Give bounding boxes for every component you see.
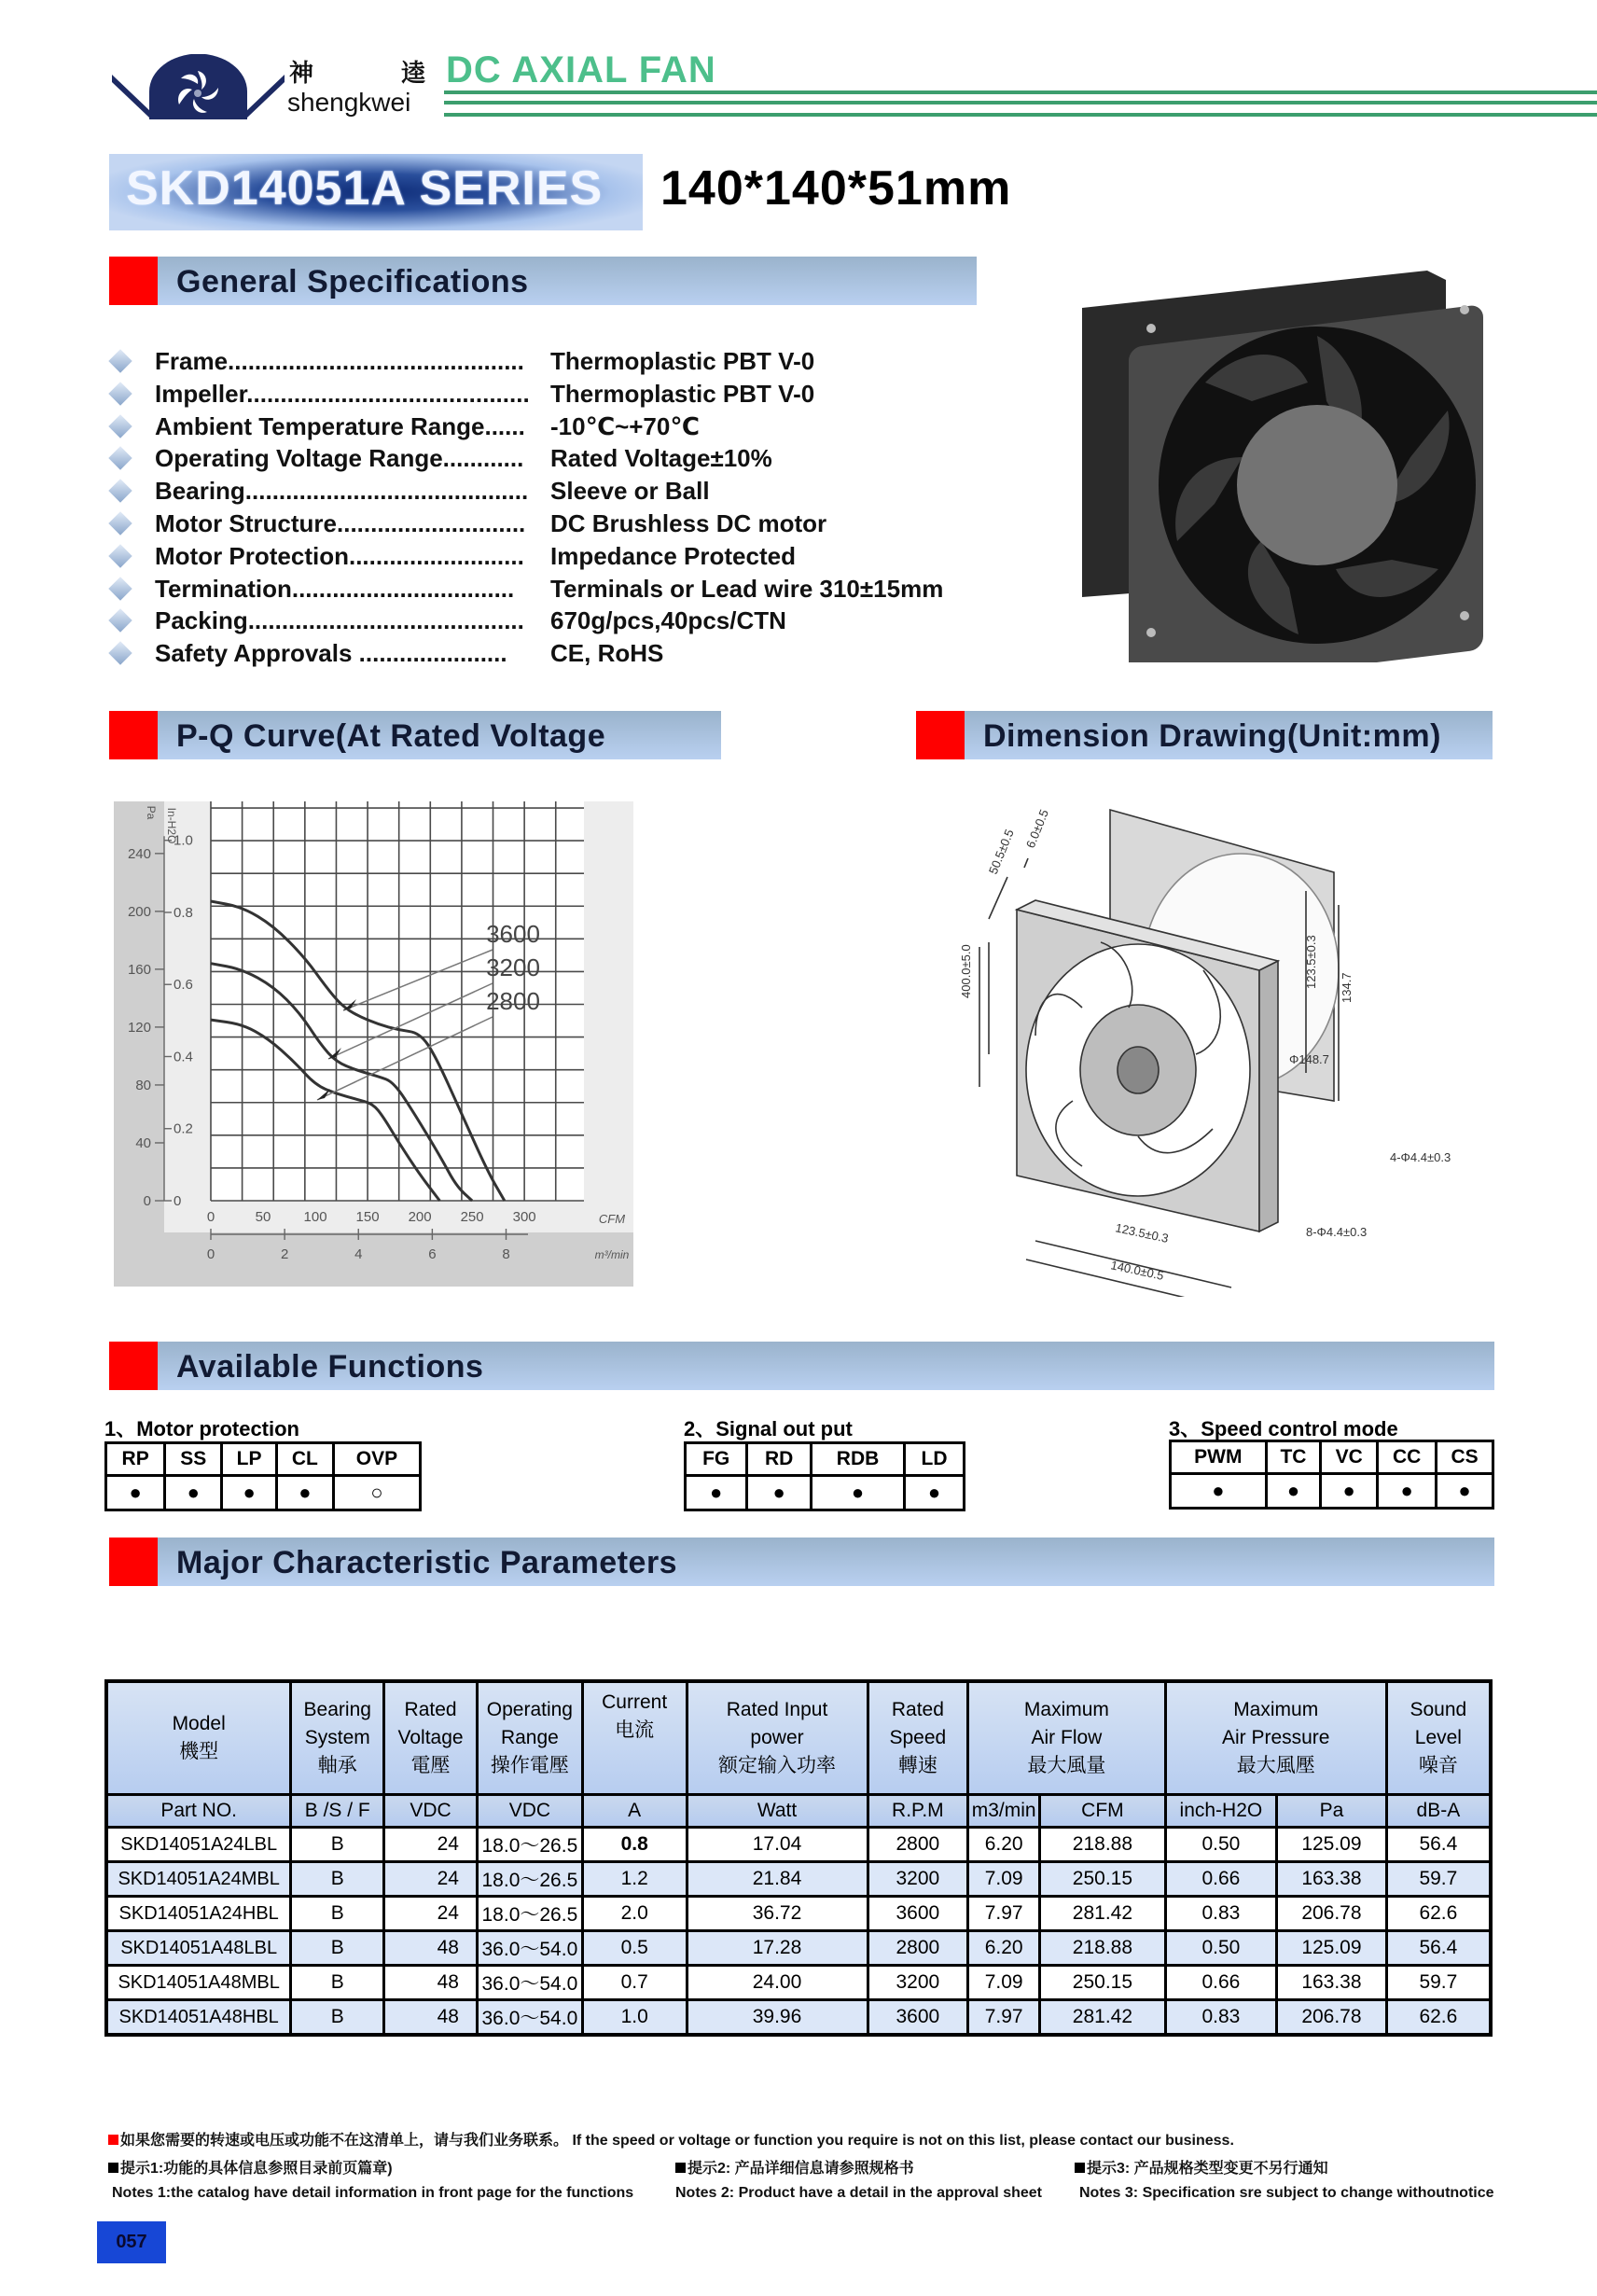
green-rule xyxy=(444,101,1597,104)
rated-speed-cell: 3200 xyxy=(868,1966,968,2000)
spec-value: -10℃~+70℃ xyxy=(550,411,700,440)
airflow-cfm-cell: 250.15 xyxy=(1040,1966,1166,2000)
operating-range-cell: 36.0～54.0 xyxy=(477,1966,582,2000)
bearing-cell: B xyxy=(291,1931,384,1966)
airflow-m3min-cell: 6.20 xyxy=(968,1828,1040,1862)
section-marker xyxy=(109,257,158,305)
brand-chinese: 神 逵 xyxy=(289,59,426,87)
optional-circle-icon: ○ xyxy=(333,1476,420,1510)
diamond-bullet-icon xyxy=(108,544,132,567)
fan-product-photo xyxy=(1073,261,1483,662)
y-tick-label: 40 xyxy=(135,1134,151,1151)
airflow-cfm-cell: 218.88 xyxy=(1040,1931,1166,1966)
section-title: P-Q Curve(At Rated Voltage xyxy=(176,718,606,754)
x-tick-label: 100 xyxy=(303,1209,327,1225)
airflow-m3min-cell: 7.97 xyxy=(968,1897,1040,1931)
bearing-cell: B xyxy=(291,1897,384,1931)
table-row xyxy=(106,2000,1491,2036)
function-code: VC xyxy=(1321,1441,1378,1474)
y2-axis-label: In-H2O xyxy=(165,807,178,844)
y-tick-label: 160 xyxy=(127,961,151,978)
y2-tick-label: 0.8 xyxy=(174,904,193,921)
y-tick-label: 120 xyxy=(127,1019,151,1036)
current-cell: 1.0 xyxy=(582,2000,687,2036)
x2-tick-label: 6 xyxy=(428,1246,437,1262)
header-sound: Sound Level 噪音 xyxy=(1386,1681,1491,1795)
function-group-title: 1、Motor protection xyxy=(104,1417,299,1440)
header-airflow: Maximum Air Flow 最大風量 xyxy=(968,1681,1165,1795)
header-speed: Rated Speed 轉速 xyxy=(868,1681,968,1795)
diamond-bullet-icon xyxy=(108,479,132,502)
header-pressure: Maximum Air Pressure 最大風壓 xyxy=(1165,1681,1386,1795)
function-code: CL xyxy=(276,1443,333,1476)
sound-level-cell: 56.4 xyxy=(1386,1931,1491,1966)
pressure-inh2o-cell: 0.83 xyxy=(1165,2000,1276,2036)
supported-dot-icon: ● xyxy=(222,1476,277,1510)
spec-value: Thermoplastic PBT V-0 xyxy=(550,347,815,375)
function-marks-row xyxy=(686,1476,965,1510)
pressure-inh2o-cell: 0.66 xyxy=(1165,1862,1276,1897)
x-tick-label: 0 xyxy=(206,1209,215,1225)
x-tick-label: 300 xyxy=(512,1209,536,1225)
input-power-cell: 21.84 xyxy=(687,1862,868,1897)
supported-dot-icon: ● xyxy=(165,1476,222,1510)
unit-cell: Part NO. xyxy=(106,1795,291,1828)
black-square-icon xyxy=(108,2163,118,2173)
series-label-2800: 2800 xyxy=(486,987,540,1015)
supported-dot-icon: ● xyxy=(1437,1474,1493,1509)
pressure-pa-cell: 125.09 xyxy=(1277,1931,1387,1966)
spec-label: Motor Protection.......................... xyxy=(155,541,524,570)
supported-dot-icon: ● xyxy=(106,1476,165,1510)
input-power-cell: 39.96 xyxy=(687,2000,868,2036)
pressure-pa-cell: 206.78 xyxy=(1277,1897,1387,1931)
unit-cell: B /S / F xyxy=(291,1795,384,1828)
sound-level-cell: 56.4 xyxy=(1386,1828,1491,1862)
unit-cell: m3/min xyxy=(968,1795,1040,1828)
y2-tick-label: 0.4 xyxy=(174,1049,193,1065)
spec-value: Terminals or Lead wire 310±15mm xyxy=(550,574,944,603)
function-group-title: 3、Speed control mode xyxy=(1169,1417,1398,1440)
header-model: Model 機型 xyxy=(106,1681,291,1795)
function-code: RP xyxy=(106,1443,165,1476)
supported-dot-icon: ● xyxy=(1171,1474,1267,1509)
pressure-pa-cell: 206.78 xyxy=(1277,2000,1387,2036)
function-code: LD xyxy=(905,1443,965,1476)
sound-level-cell: 62.6 xyxy=(1386,1897,1491,1931)
dimension-label: 8-Φ4.4±0.3 xyxy=(1306,1225,1368,1239)
parameters-table xyxy=(104,1679,1493,2037)
part-number-cell: SKD14051A48LBL xyxy=(106,1931,291,1966)
y2-tick-label: 1.0 xyxy=(174,832,193,849)
tip-2-cn: 提示2: 产品详细信息请参照规格书 xyxy=(675,2156,914,2178)
spec-row xyxy=(110,380,987,412)
rated-voltage-cell: 48 xyxy=(384,1966,478,2000)
function-marks-row xyxy=(106,1476,421,1510)
diamond-bullet-icon xyxy=(108,641,132,664)
spec-label: Frame............................................ xyxy=(155,347,524,375)
function-marks-row xyxy=(1171,1474,1493,1509)
y2-tick-label: 0 xyxy=(174,1193,182,1209)
supported-dot-icon: ● xyxy=(905,1476,965,1510)
spec-row xyxy=(110,477,987,509)
pressure-pa-cell: 163.38 xyxy=(1277,1966,1387,2000)
spec-row xyxy=(110,639,987,672)
part-number-cell: SKD14051A48HBL xyxy=(106,2000,291,2036)
y2-tick-label: 0.2 xyxy=(174,1120,193,1137)
x2-tick-label: 2 xyxy=(280,1246,289,1262)
section-header-pq-curve xyxy=(109,711,721,759)
section-header-dimension xyxy=(916,711,1493,759)
function-code: CC xyxy=(1378,1441,1437,1474)
red-square-icon xyxy=(108,2135,118,2145)
spec-label: Impeller.......................................... xyxy=(155,379,530,408)
section-marker xyxy=(916,711,965,759)
x-tick-label: 50 xyxy=(255,1209,271,1225)
rated-voltage-cell: 48 xyxy=(384,1931,478,1966)
section-marker xyxy=(109,1538,158,1586)
function-code: CS xyxy=(1437,1441,1493,1474)
unit-cell: R.P.M xyxy=(868,1795,968,1828)
rated-speed-cell: 2800 xyxy=(868,1931,968,1966)
unit-cell: Pa xyxy=(1277,1795,1387,1828)
supported-dot-icon: ● xyxy=(747,1476,812,1510)
function-codes-row xyxy=(686,1443,965,1476)
spec-value: Impedance Protected xyxy=(550,541,796,570)
tip-3-cn: 提示3: 产品规格类型变更不另行通知 xyxy=(1075,2156,1328,2178)
current-cell: 2.0 xyxy=(582,1897,687,1931)
pressure-inh2o-cell: 0.83 xyxy=(1165,1897,1276,1931)
supported-dot-icon: ● xyxy=(812,1476,905,1510)
dimension-label: 140.0±0.5 xyxy=(1109,1258,1165,1283)
function-code: PWM xyxy=(1171,1441,1267,1474)
dimension-label: 6.0±0.5 xyxy=(1022,807,1051,851)
spec-row xyxy=(110,509,987,542)
fan-size: 140*140*51mm xyxy=(660,161,1012,216)
x-tick-label: 250 xyxy=(460,1209,484,1225)
x2-tick-label: 4 xyxy=(354,1246,363,1262)
rated-voltage-cell: 24 xyxy=(384,1897,478,1931)
series-title: SKD14051A SERIES xyxy=(126,161,604,216)
airflow-cfm-cell: 281.42 xyxy=(1040,1897,1166,1931)
rated-speed-cell: 3600 xyxy=(868,1897,968,1931)
unit-cell: Watt xyxy=(687,1795,868,1828)
current-cell: 0.5 xyxy=(582,1931,687,1966)
section-header-functions xyxy=(109,1342,1494,1390)
rated-voltage-cell: 24 xyxy=(384,1828,478,1862)
section-title: General Specifications xyxy=(176,264,529,299)
diamond-bullet-icon xyxy=(108,382,132,405)
function-codes-row xyxy=(1171,1441,1493,1474)
diamond-bullet-icon xyxy=(108,609,132,633)
part-number-cell: SKD14051A48MBL xyxy=(106,1966,291,2000)
airflow-m3min-cell: 6.20 xyxy=(968,1931,1040,1966)
dimension-label: 50.5±0.5 xyxy=(985,827,1017,877)
pq-curve-chart xyxy=(110,798,637,1292)
function-code: LP xyxy=(222,1443,277,1476)
function-code: RDB xyxy=(812,1443,905,1476)
tip-1-cn: 提示1:功能的具体信息参照目录前页篇章) xyxy=(108,2156,393,2178)
unit-cell: VDC xyxy=(384,1795,478,1828)
speed-control-table xyxy=(1169,1440,1494,1510)
note-3-en: Notes 3: Specification sre subject to change withoutnotice xyxy=(1079,2185,1494,2201)
function-group-title: 2、Signal out put xyxy=(684,1417,853,1440)
y2-tick-label: 0.6 xyxy=(174,977,193,994)
table-row xyxy=(106,1862,1491,1897)
dimension-drawing xyxy=(951,793,1502,1297)
supported-dot-icon: ● xyxy=(1378,1474,1437,1509)
current-cell: 1.2 xyxy=(582,1862,687,1897)
pressure-inh2o-cell: 0.50 xyxy=(1165,1931,1276,1966)
rated-speed-cell: 3600 xyxy=(868,2000,968,2036)
input-power-cell: 17.04 xyxy=(687,1828,868,1862)
note-2-en: Notes 2: Product have a detail in the approval sheet xyxy=(675,2185,1042,2201)
spec-row xyxy=(110,575,987,607)
x2-tick-label: 0 xyxy=(206,1246,215,1262)
y-tick-label: 0 xyxy=(143,1193,151,1209)
product-type-title: DC AXIAL FAN xyxy=(446,49,716,90)
spec-row xyxy=(110,542,987,575)
rated-speed-cell: 3200 xyxy=(868,1862,968,1897)
black-square-icon xyxy=(1075,2163,1085,2173)
airflow-m3min-cell: 7.09 xyxy=(968,1966,1040,2000)
spec-row xyxy=(110,347,987,380)
spec-value: CE, RoHS xyxy=(550,639,664,668)
x-axis-label: CFM xyxy=(598,1212,626,1226)
dimension-label: 400.0±5.0 xyxy=(959,944,973,998)
shengkwei-logo xyxy=(112,54,285,119)
y-axis-label: Pa xyxy=(145,805,158,820)
dimension-label: 123.5±0.3 xyxy=(1304,935,1318,989)
spec-label: Ambient Temperature Range...... xyxy=(155,411,525,440)
operating-range-cell: 18.0～26.5 xyxy=(477,1897,582,1931)
spec-row xyxy=(110,412,987,445)
operating-range-cell: 18.0～26.5 xyxy=(477,1828,582,1862)
sound-level-cell: 62.6 xyxy=(1386,2000,1491,2036)
dimension-label: 123.5±0.3 xyxy=(1114,1220,1170,1245)
unit-cell: VDC xyxy=(477,1795,582,1828)
spec-label: Bearing.......................................... xyxy=(155,477,529,506)
pressure-inh2o-cell: 0.50 xyxy=(1165,1828,1276,1862)
current-cell: 0.7 xyxy=(582,1966,687,2000)
bearing-cell: B xyxy=(291,2000,384,2036)
table-row xyxy=(106,1828,1491,1862)
header-power: Rated Input power 额定输入功率 xyxy=(687,1681,868,1795)
x-tick-label: 200 xyxy=(408,1209,432,1225)
diamond-bullet-icon xyxy=(108,349,132,372)
section-title: Major Characteristic Parameters xyxy=(176,1545,678,1580)
signal-output-table xyxy=(684,1441,965,1511)
y-tick-label: 200 xyxy=(127,903,151,920)
section-title: Dimension Drawing(Unit:mm) xyxy=(983,718,1441,754)
x-tick-label: 150 xyxy=(355,1209,380,1225)
x2-axis-label: m³/min xyxy=(594,1248,630,1261)
pressure-pa-cell: 125.09 xyxy=(1277,1828,1387,1862)
spec-value: DC Brushless DC motor xyxy=(550,509,827,537)
pressure-pa-cell: 163.38 xyxy=(1277,1862,1387,1897)
bearing-cell: B xyxy=(291,1828,384,1862)
green-rule xyxy=(444,90,1597,94)
input-power-cell: 36.72 xyxy=(687,1897,868,1931)
header-voltage: Rated Voltage 電壓 xyxy=(384,1681,478,1795)
y-tick-label: 240 xyxy=(127,845,151,862)
motor-protection-table xyxy=(104,1441,422,1511)
pressure-inh2o-cell: 0.66 xyxy=(1165,1966,1276,2000)
function-code: SS xyxy=(165,1443,222,1476)
table-row xyxy=(106,1897,1491,1931)
function-code: TC xyxy=(1266,1441,1321,1474)
sound-level-cell: 59.7 xyxy=(1386,1966,1491,2000)
x2-tick-label: 8 xyxy=(502,1246,510,1262)
diamond-bullet-icon xyxy=(108,414,132,438)
part-number-cell: SKD14051A24MBL xyxy=(106,1862,291,1897)
function-code: RD xyxy=(747,1443,812,1476)
diamond-bullet-icon xyxy=(108,511,132,535)
airflow-m3min-cell: 7.09 xyxy=(968,1862,1040,1897)
function-code: FG xyxy=(686,1443,747,1476)
unit-cell: inch-H2O xyxy=(1165,1795,1276,1828)
series-label-3600: 3600 xyxy=(486,920,540,948)
note-1-en: Notes 1:the catalog have detail information in front page for the functions xyxy=(112,2185,634,2201)
bearing-cell: B xyxy=(291,1862,384,1897)
operating-range-cell: 36.0～54.0 xyxy=(477,1931,582,1966)
diamond-bullet-icon xyxy=(108,447,132,470)
current-cell: 0.8 xyxy=(582,1828,687,1862)
part-number-cell: SKD14051A24LBL xyxy=(106,1828,291,1862)
brand-name: shengkwei xyxy=(287,88,411,117)
spec-value: Thermoplastic PBT V-0 xyxy=(550,379,815,408)
table-header-row xyxy=(106,1681,1491,1795)
rated-voltage-cell: 48 xyxy=(384,2000,478,2036)
operating-range-cell: 18.0～26.5 xyxy=(477,1862,582,1897)
spec-label: Motor Structure............................ xyxy=(155,509,526,537)
spec-label: Operating Voltage Range............ xyxy=(155,444,524,473)
airflow-cfm-cell: 281.42 xyxy=(1040,2000,1166,2036)
y-tick-label: 80 xyxy=(135,1077,151,1093)
section-header-general xyxy=(109,257,977,305)
airflow-cfm-cell: 250.15 xyxy=(1040,1862,1166,1897)
unit-cell: CFM xyxy=(1040,1795,1166,1828)
table-row xyxy=(106,1931,1491,1966)
header-range: Operating Range 操作電壓 xyxy=(477,1681,582,1795)
operating-range-cell: 36.0～54.0 xyxy=(477,2000,582,2036)
black-square-icon xyxy=(675,2163,686,2173)
section-header-parameters xyxy=(109,1538,1494,1586)
spec-label: Safety Approvals ...................... xyxy=(155,639,507,668)
spec-value: Sleeve or Ball xyxy=(550,477,710,506)
header-current: Current 电流 xyxy=(582,1681,687,1795)
sound-level-cell: 59.7 xyxy=(1386,1862,1491,1897)
dimension-label: 4-Φ4.4±0.3 xyxy=(1390,1150,1451,1164)
series-label-3200: 3200 xyxy=(486,953,540,981)
section-marker xyxy=(109,711,158,759)
table-units-row xyxy=(106,1795,1491,1828)
part-number-cell: SKD14051A24HBL xyxy=(106,1897,291,1931)
dimension-label: 134.7 xyxy=(1340,972,1354,1003)
spec-value: 670g/pcs,40pcs/CTN xyxy=(550,606,786,635)
contact-note: 如果您需要的转速或电压或功能不在这清单上，请与我们业务联系。 If the speed or voltage or function you require is not on this list, please contact our business. xyxy=(108,2128,1234,2150)
section-title: Available Functions xyxy=(176,1349,484,1385)
header-bearing: Bearing System 軸承 xyxy=(291,1681,384,1795)
input-power-cell: 24.00 xyxy=(687,1966,868,2000)
function-code: OVP xyxy=(333,1443,420,1476)
input-power-cell: 17.28 xyxy=(687,1931,868,1966)
supported-dot-icon: ● xyxy=(1266,1474,1321,1509)
bearing-cell: B xyxy=(291,1966,384,2000)
airflow-cfm-cell: 218.88 xyxy=(1040,1828,1166,1862)
supported-dot-icon: ● xyxy=(276,1476,333,1510)
spec-row xyxy=(110,444,987,477)
dimension-label: Φ148.7 xyxy=(1289,1052,1329,1066)
green-rule xyxy=(444,113,1597,117)
diamond-bullet-icon xyxy=(108,577,132,600)
spec-label: Packing......................................... xyxy=(155,606,524,635)
table-row xyxy=(106,1966,1491,2000)
unit-cell: dB-A xyxy=(1386,1795,1491,1828)
page-number: 057 xyxy=(97,2221,166,2263)
rated-speed-cell: 2800 xyxy=(868,1828,968,1862)
spec-value: Rated Voltage±10% xyxy=(550,444,772,473)
rated-voltage-cell: 24 xyxy=(384,1862,478,1897)
spec-label: Termination................................. xyxy=(155,574,515,603)
spec-row xyxy=(110,606,987,639)
supported-dot-icon: ● xyxy=(686,1476,747,1510)
airflow-m3min-cell: 7.97 xyxy=(968,2000,1040,2036)
function-codes-row xyxy=(106,1443,421,1476)
supported-dot-icon: ● xyxy=(1321,1474,1378,1509)
section-marker xyxy=(109,1342,158,1390)
unit-cell: A xyxy=(582,1795,687,1828)
